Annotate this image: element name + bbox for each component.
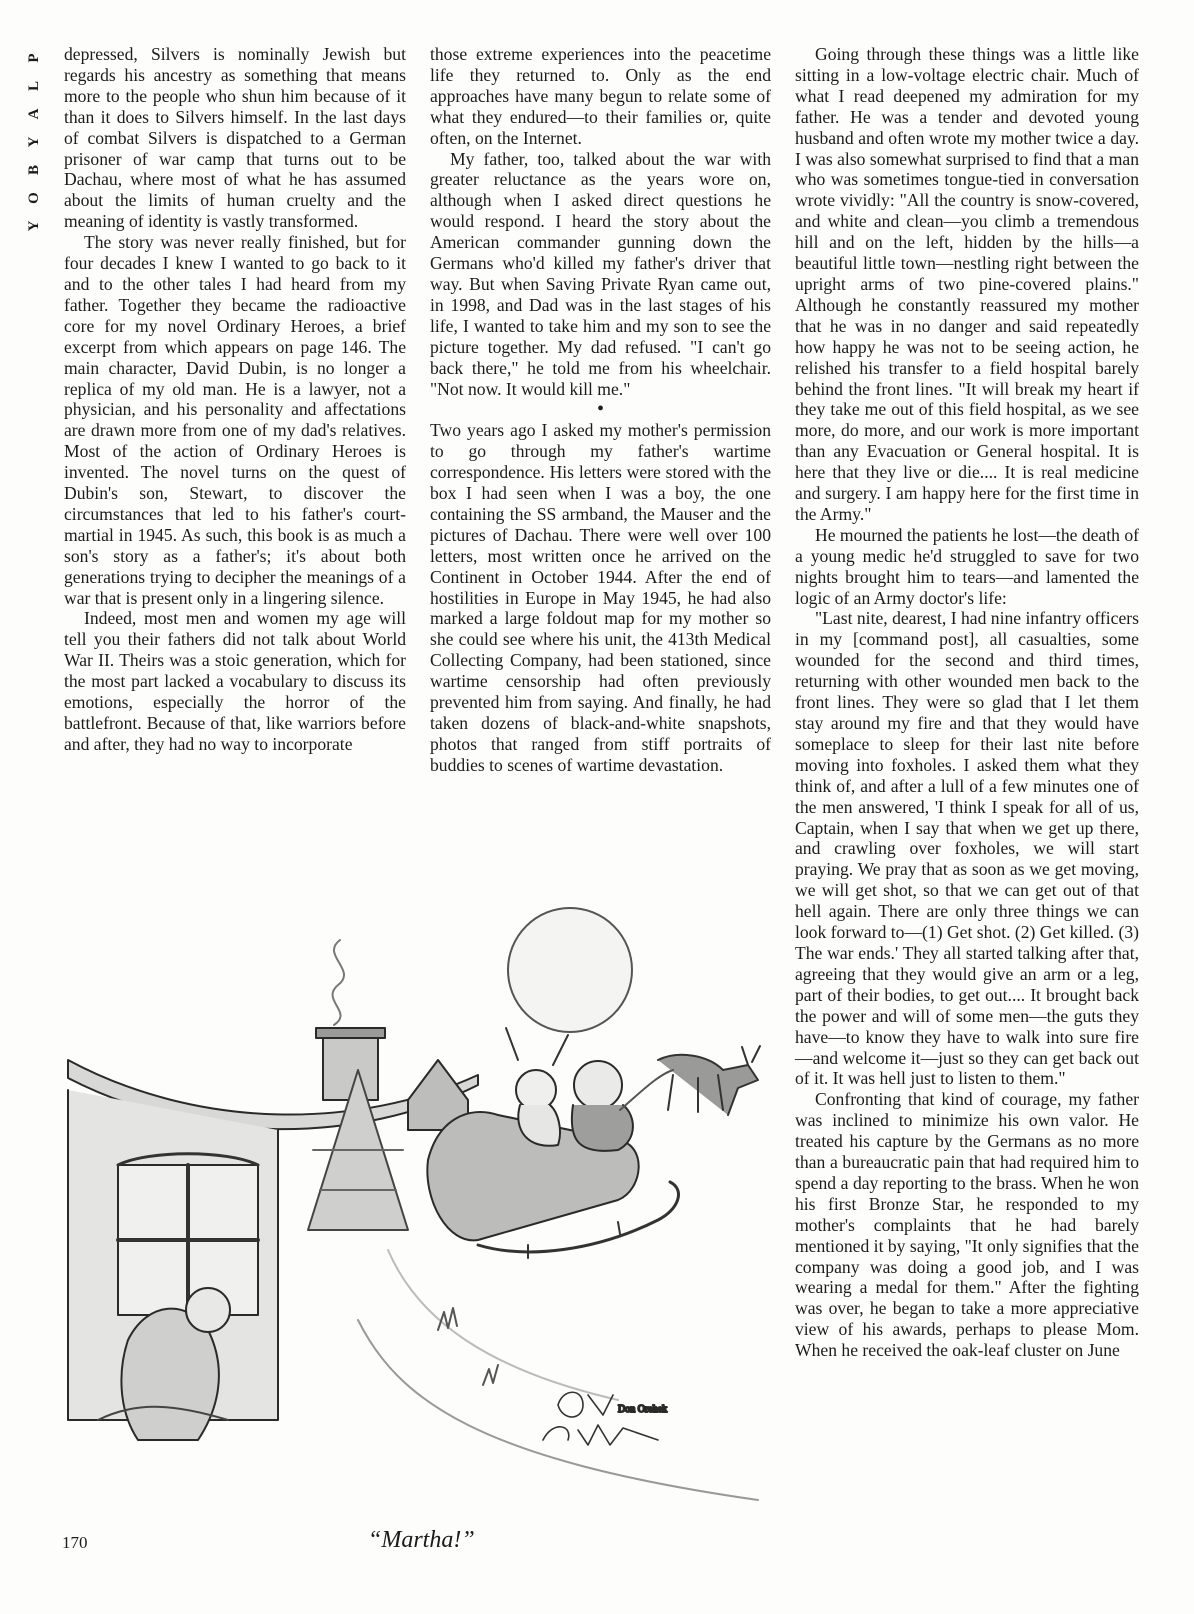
masthead-letter: Y (26, 220, 42, 232)
paragraph: He mourned the patients he lost—the death of a young medic he'd struggled to save for two nights brought him to tears—and lamented the logic of an Army doctor's life: (795, 524, 1139, 608)
paragraph: "Last nite, dearest, I had nine infantry officers in my [command post], all casualties, some wounded for the second and third times, returning with other wounded men back to the front lines. They were so glad that I let them stay around my fire and that they would have someplace to sleep for their last nite before moving into foxholes. I asked them what they think of, and after a lull of a few minutes one of the men answered, 'I think I speak for all of us, Captain, when I say that when we get up there, and crawling over foxholes, we will start praying. We pray that as soon as we get moving, we will get shot, so that we can get out of that hell again. There are only three things we can look forward to—(1) Get shot. (2) Get killed. (3) The war ends.' They all started talking after that, agreeing that they would give an arm or a leg, part of their bodies, to get out.... It brought back the power and will of some men—the guts they have—to know they have to walk into sure fire—and welcome it—just so they can get back out of it. It was hell just to listen to them." (795, 608, 1139, 1089)
paragraph: depressed, Silvers is nominally Jewish but regards his ancestry as something that means more to the people who shun him because of it than it does to Silvers himself. In the last days of combat Silvers is dispatched to a German prisoner of war camp that turns out to be Dachau, where most of what he has assumed about the limits of human cruelty and the meaning of identity is vastly transformed. (64, 44, 406, 232)
artist-signature (543, 1392, 667, 1445)
column-3 (795, 44, 1139, 1361)
moon (508, 908, 632, 1032)
masthead-letter: A (26, 108, 42, 120)
section-separator: • (596, 398, 604, 421)
column-1 (64, 44, 406, 755)
chimney-smoke (333, 940, 344, 1025)
masthead-letter: L (26, 81, 42, 92)
column-2 (430, 44, 771, 776)
paragraph: Confronting that kind of courage, my father was inclined to minimize his own valor. He treated his capture by the Germans as no more than a bureaucratic pain that had required him to spend a day reporting to the brass. When he won his first Bronze Star, he responded to my mother's complaints that he had barely mentioned it by saying, "It only signifies that the company was doing a good job, and I was wearing a medal for them." After the fighting was over, he began to take a more appreciative view of his awards, perhaps to please Mom. When he received the oak-leaf cluster on June (795, 1089, 1139, 1361)
masthead-letter: O (26, 192, 42, 204)
santa (574, 1061, 622, 1109)
reindeer (658, 1055, 758, 1115)
chimney (323, 1030, 378, 1100)
paragraph: My father, too, talked about the war with greater reluctance as the years wore on, although when I asked direct questions he would respond. I heard the story about the American commander gunning down the Germans who'd killed my father's driver that way. But when Saving Private Ryan came out, in 1998, and Dad was in the last stages of his life, I wanted to take him and my son to see the picture together. My dad refused. "I can't go back there," he told me from his wheelchair. "Not now. It would kill me." (430, 148, 771, 399)
paragraph: Going through these things was a little like sitting in a low-voltage electric chair. Much of what I read deepened my admiration for my father. He was a tender and devoted young husband and often wrote my mother twice a day. I was also somewhat surprised to find that a man who was sometimes tongue-tied in conversation wrote vividly: "All the country is snow-covered, and white and clean—you climb a tremendous hill and on the left, hidden by the hills—a beautiful little town—nestling right between the upright arms of two pine-covered plains." Although he constantly reassured my mother that he was in no danger and said repeatedly how happy he was not to be seeing action, he relished his transfer to a field hospital barely behind the front lines. "It will break my heart if they take me out of this field hospital, as we see more, do more, and our work is more important than any Evacuation or General hospital. It is here that they live or die.... It is real medicine and surgery. I am happy here for the first time in the Army." (795, 44, 1139, 524)
paragraph: those extreme experiences into the peacetime life they returned to. Only as the end approaches have many begun to relate some of what they endured—to their families or, quite often, on the Internet. (430, 44, 771, 148)
masthead (24, 44, 44, 240)
masthead-letter: B (26, 165, 42, 176)
page-number: 170 (62, 1533, 88, 1552)
paragraph: The story was never really finished, but for four decades I knew I wanted to go back to it and to the other tales I had heard from my father. Together they became the radioactive core for my novel Ordinary Heroes, a brief excerpt from which appears on page 146. The main character, David Dubin, is no longer a replica of my old man. He is a lawyer, not a physician, and his personality and affectations are drawn more from one of my dad's relatives. Most of the action of Ordinary Heroes is invented. The novel turns on the quest of Dubin's son, Stewart, to discover the circumstances that led to his father's court-martial in 1945. As such, this book is as much a son's story as a father's; it's about both generations trying to decipher the meanings of a war that is present only in a lingering silence. (64, 232, 406, 608)
cartoon-illustration (58, 900, 778, 1510)
masthead-letter: Y (26, 136, 42, 148)
masthead-letter: P (26, 53, 42, 63)
snowy-path (358, 1320, 758, 1500)
paragraph: Indeed, most men and women my age will tell you their fathers did not talk about World War II. Theirs was a stoic generation, which for the most part lacked a vocabulary to discuss its emotions, especially the horror of the battlefront. Because of that, like warriors before and after, they had no way to incorporate (64, 608, 406, 754)
signature-text: Don Orehek (618, 1404, 668, 1415)
cartoon-caption: “Martha!” (368, 1527, 475, 1553)
paragraph: Two years ago I asked my mother's permission to go through my father's wartime correspondence. His letters were stored with the box I had seen when I was a boy, the one containing the SS armband, the Mauser and the pictures of Dachau. There were well over 100 letters, most written once he arrived on the Continent in October 1944. After the end of hostilities in Europe in May 1945, he had also marked a large foldout map for my mother so she could see where his unit, the 413th Medical Collecting Company, had been stationed, since wartime censorship had often previously prevented him from saying. And finally, he had taken dozens of black-and-white snapshots, photos that ranged from stiff portraits of buddies to scenes of wartime devastation. (430, 420, 771, 775)
